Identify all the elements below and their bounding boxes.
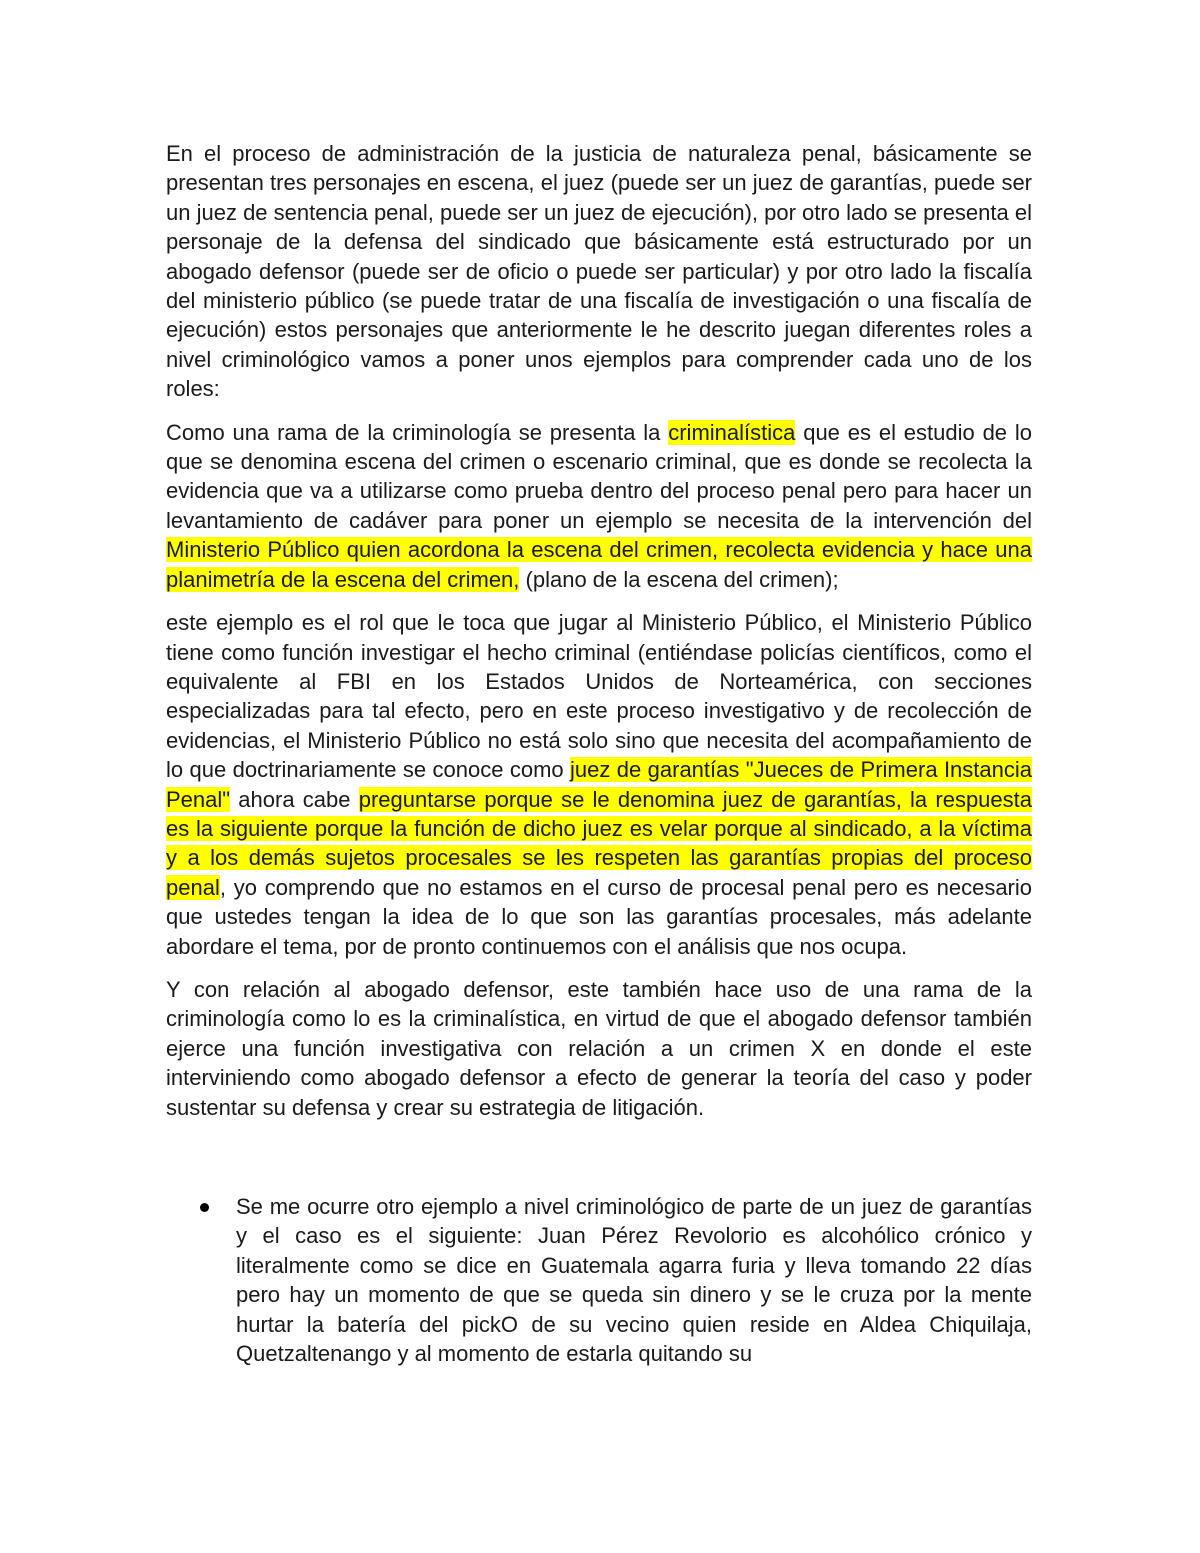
paragraph-text: este ejemplo es el rol que le toca que jugar al Ministerio Público, el Ministerio Público tiene como función investigar el hecho criminal (entiéndase policías científicos, como el equivalente al FBI en los Estados Unidos de Norteamérica, con secciones especializadas para tal efecto, pero en este proceso investigativo y de recolección de evidencias, el Ministerio Público no está solo sino que necesita del acompañamiento de lo que doctrinariamente se conoce como [166,610,1032,783]
paragraph-text: Y con relación al abogado defensor, este también hace uso de una rama de la criminología como lo es la criminalística, en virtud de que el abogado defensor también ejerce una función investigativa con relación a un crimen X en donde el este interviniendo como abogado defensor a efecto de generar la teoría del caso y poder sustentar su defensa y crear su estrategia de litigación. [166,976,1032,1120]
bullet-list [166,1192,1032,1368]
paragraph-text: Como una rama de la criminología se presenta la [166,419,669,445]
highlighted-text: preguntarse porque se le denomina juez de garantías, la respuesta es la siguiente porque la función de dicho juez es velar porque al sindicado, a la víctima y a los demás sujetos procesales se les respeten las garantías propias del proceso penal [166,786,1032,900]
bullet-icon [200,1203,209,1212]
list-item-text: Se me ocurre otro ejemplo a nivel criminológico de parte de un juez de garantías y el caso es el siguiente: Juan Pérez Revolorio es alcohólico crónico y literalmente como se dice en Guatemala agarra furia y lleva tomando 22 días pero hay un momento de que se queda sin dinero y se le cruza por la mente hurtar la batería del pickO de su vecino quien reside en Aldea Chiquilaja, Quetzaltenango y al momento de estarla quitando su [236,1194,1032,1367]
list-item [236,1192,1032,1368]
paragraph-intro [166,139,1032,404]
paragraph-text: (plano de la escena del crimen); [519,566,839,592]
paragraph-text: que es el estudio de lo que se denomina escena del crimen o escenario criminal, que es donde se recolecta la evidencia que va a utilizarse como prueba dentro del proceso penal pero para hacer un levantamiento de cadáver para poner un ejemplo se necesita de la intervención del [166,419,1032,533]
paragraph-text: ahora cabe [230,786,359,812]
paragraph-criminalistica [166,418,1032,594]
document-body [166,139,1032,1368]
highlighted-text: Ministerio Público quien acordona la escena del crimen, recolecta evidencia y hace una planimetría de la escena del crimen, [166,537,1032,592]
highlighted-text: criminalística [668,419,796,445]
blank-line [166,1136,1032,1192]
highlighted-text: juez de garantías "Jueces de Primera Instancia Penal" [166,757,1032,812]
paragraph-abogado-defensor [166,975,1032,1122]
paragraph-ministerio-publico [166,608,1032,961]
paragraph-text: En el proceso de administración de la justicia de naturaleza penal, básicamente se presentan tres personajes en escena, el juez (puede ser un juez de garantías, puede ser un juez de sentencia penal, puede ser un juez de ejecución), por otro lado se presenta el personaje de la defensa del sindicado que básicamente está estructurado por un abogado defensor (puede ser de oficio o puede ser particular) y por otro lado la fiscalía del ministerio público (se puede tratar de una fiscalía de investigación o una fiscalía de ejecución) estos personajes que anteriormente le he descrito juegan diferentes roles a nivel criminológico vamos a poner unos ejemplos para comprender cada uno de los roles: [166,141,1032,402]
paragraph-text: , yo comprendo que no estamos en el curso de procesal penal pero es necesario que ustedes tengan la idea de lo que son las garantías procesales, más adelante abordare el tema, por de pronto continuemos con el análisis que nos ocupa. [166,874,1032,959]
